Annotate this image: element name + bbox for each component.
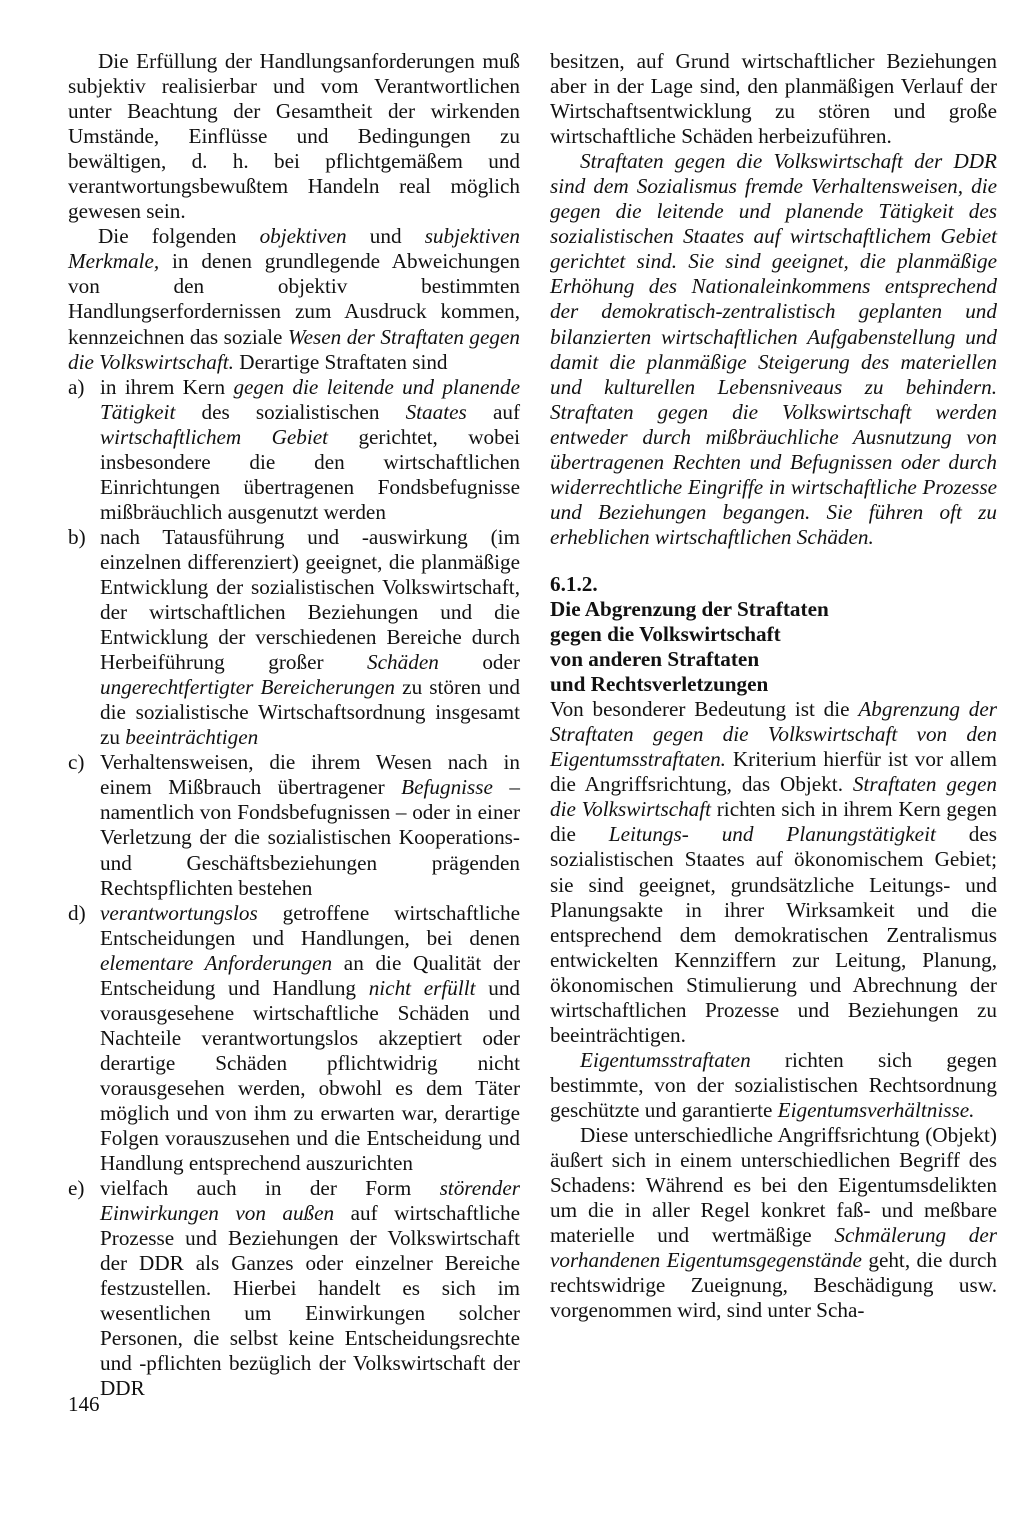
text-run: in ihrem Kern xyxy=(100,374,234,399)
text-run: zu stören und die sozialistische Wirtschaftsordnung insgesamt zu xyxy=(100,675,520,750)
text-run: und vorausgesehene wirtschaftliche Schäden und Nachteile verantwortungslos akzeptiert oder derartige Schäden pflichtwidrig nicht vorausgesehen werden, obwohl es dem Täter möglich und von ihm zu erwarten war, derartige Folgen vorauszusehen und die Entscheidung und Handlung entsprechend auszurichten xyxy=(100,975,521,1176)
italic-run: wirtschaftlichem Gebiet xyxy=(100,424,329,449)
text-run: des sozialistischen xyxy=(175,399,406,424)
text-run: oder xyxy=(438,650,520,675)
list-item-c xyxy=(68,750,520,900)
paragraph-4 xyxy=(550,1048,997,1123)
paragraph-1: Die Erfüllung der Handlungsanforderungen muß subjektiv realisierbar und vom Verantwortlichen unter Beachtung der Gesamtheit der wirkenden Umstände, Einflüsse und Bedingungen zu bewältigen, d. h. bei pflichtgemäßem und verantwortungsbewußtem Handeln real möglich gewesen sein. xyxy=(68,49,520,224)
text-run: an die Qualität der Entscheidung und Handlung xyxy=(100,950,520,1000)
text-run: auf xyxy=(466,399,520,424)
text-run: Die folgenden xyxy=(98,224,260,249)
italic-run: Schmälerung der vorhandenen Eigentumsgegenstände xyxy=(550,1223,998,1273)
italic-run: Eigentumsstraftaten xyxy=(580,1047,751,1072)
text-run: richten sich in ihrem Kern gegen die xyxy=(550,797,997,847)
list-label: b) xyxy=(68,524,86,549)
text-run: gerichtet, wobei insbesondere die den wirtschaftlichen Einrichtungen übertragenen Fondsbefugnisse mißbräuchlich ausgenutzt werden xyxy=(100,424,520,524)
section-title-line: von anderen Straftaten xyxy=(550,647,760,672)
text-run: in denen grundlegende Abweichungen von den objektiv bestimmten Handlungserfordernissen zum Ausdruck kommen, kennzeichnen das soziale xyxy=(68,249,520,349)
text-run: Diese unterschiedliche Angriffsrichtung (Objekt) äußert sich in einem unterschiedlichen Begriff des Schadens: Während es bei den Eigentumsdelikten um die in aller Regel konkret faß- und meßbare materielle und wertmäßige xyxy=(550,1122,997,1248)
italic-run: beeinträchtigen xyxy=(125,725,259,750)
list-body xyxy=(100,1176,520,1401)
italic-run: störender Einwirkungen von außen xyxy=(100,1176,520,1226)
list-item-d xyxy=(68,901,520,1177)
list-label: c) xyxy=(68,750,85,775)
paragraph-3 xyxy=(550,697,997,1048)
italic-run: verantwortungslos xyxy=(100,900,258,925)
page-number: 146 xyxy=(68,1392,100,1416)
italic-run: Staates xyxy=(405,399,467,424)
text-run: – namentlich von Fondsbefugnissen – oder in einer Verletzung der die sozialistischen Kooperations- und Geschäftsbeziehungen prägenden Rechtspflichten bestehen xyxy=(100,775,521,900)
text-run: richten sich gegen bestimmte, von der sozialistischen Rechtsordnung geschützte und garantierte xyxy=(550,1047,997,1122)
italic-run: Straftaten gegen die Volkswirtschaft der DDR sind dem Sozialismus fremde Verhaltensweisen, die gegen die leitende und planende Tätigkeit des sozialistischen Staates auf wirtschaftlichem Gebiet gerichtet sind. Sie sind geeignet, die planmäßige Erhöhung des Nationaleinkommens entsprechend der demokratisch-zentralistisch geplanten und bilanzierten wirtschaftlichen Aufgabenstellung und damit die planmäßige Steigerung des materiellen und kulturellen Lebensniveaus zu behindern. Straftaten gegen die Volkswirtschaft werden entweder durch mißbräuchliche Ausnutzung von übertragenen Rechten und Befugnissen oder durch widerrechtliche Eingriffe in wirtschaftliche Prozesse und Beziehungen begangen. Sie führen oft zu erheblichen wirtschaftlichen Schäden. xyxy=(550,149,997,549)
list-label: d) xyxy=(68,900,86,925)
text-run: nach Tatausführung und -auswirkung (im einzelnen differenziert) geeignet, die planmäßige Entwicklung der sozialistischen Volkswirtschaft, der wirtschaftlichen Beziehungen und die Entwicklung der verschiedenen Bereiche durch Herbeiführung großer xyxy=(100,524,520,675)
text-run: Kriterium hierfür ist vor allem die Angriffsrichtung, das Objekt. xyxy=(550,747,997,797)
text-run: Derartige Straftaten sind xyxy=(233,349,448,374)
italic-run: elementare Anforderungen xyxy=(100,950,333,975)
section-title-line: und Rechtsverletzungen xyxy=(550,672,769,697)
italic-run: Straftaten gegen die Volkswirtschaft xyxy=(550,772,997,822)
italic-run: Schäden xyxy=(367,650,439,675)
list-body xyxy=(100,750,520,900)
italic-run: objektiven xyxy=(259,224,347,249)
italic-run: ungerechtfertigter Bereicherungen xyxy=(100,675,396,700)
left-column xyxy=(68,49,520,1402)
text-run: des sozialistischen Staates auf ökonomischem Gebiet; sie sind geeignet, grundsätzliche Leitungs- und Planungsakte in ihrer Wirksamkeit und die entsprechend dem demokratischen Zentralismus entwickelten Kennziffern zur Leitung, Planung, ökonomischen Stimulierung und Abrechnung der wirtschaftlichen Prozesse und Beziehungen zu beeinträchtigen. xyxy=(550,822,997,1047)
text-run: auf wirtschaftliche Prozesse und Beziehungen der Volkswirtschaft der DDR als Ganzes oder einzelner Bereiche festzustellen. Hierbei handelt es sich im wesentlichen um Einwirkungen solcher Personen, die selbst keine Entscheidungsrechte und -pflichten bezüglich der Volkswirtschaft der DDR xyxy=(100,1201,520,1401)
list-item-a xyxy=(68,375,520,525)
right-column xyxy=(550,49,997,1323)
paragraph-italic-summary xyxy=(550,149,997,550)
list-item-e xyxy=(68,1176,520,1401)
paragraph-2 xyxy=(68,224,520,374)
paragraph-continued: besitzen, auf Grund wirtschaftlicher Beziehungen aber in der Lage sind, den planmäßigen Verlauf der Wirtschaftsentwicklung zu stören und große wirtschaftliche Schäden herbeizuführen. xyxy=(550,49,997,149)
text-run: Verhaltensweisen, die ihrem Wesen nach in einem Mißbrauch übertragener xyxy=(100,750,520,800)
list-body xyxy=(100,901,520,1177)
italic-run: Befugnisse xyxy=(401,775,493,800)
italic-run: Eigentumsverhältnisse. xyxy=(777,1097,975,1122)
list-body xyxy=(100,525,520,750)
italic-run: Leitungs- und Planungstätigkeit xyxy=(608,822,936,847)
italic-run: nicht erfüllt xyxy=(368,975,476,1000)
section-heading xyxy=(550,572,997,697)
text-run: vielfach auch in der Form xyxy=(100,1176,440,1201)
paragraph-5 xyxy=(550,1123,997,1323)
section-title-line: Die Abgrenzung der Straftaten xyxy=(550,596,829,621)
section-title-line: gegen die Volkswirtschaft xyxy=(550,622,781,647)
italic-run: Abgrenzung der Straftaten gegen die Volkswirtschaft von den Eigentumsstraftaten. xyxy=(550,697,997,772)
italic-run: gegen die leitende und planende Tätigkeit xyxy=(100,374,520,424)
list-item-b xyxy=(68,525,520,750)
text-run: geht, die durch rechtswidrige Zueignung, Beschädigung usw. vorgenommen wird, sind unter Scha- xyxy=(550,1248,997,1323)
list-body xyxy=(100,375,520,525)
list-label: e) xyxy=(68,1176,85,1201)
italic-run: subjektiven Merkmale, xyxy=(68,224,520,274)
section-number: 6.1.2. xyxy=(550,571,598,596)
text-run: Von besonderer Bedeutung ist die xyxy=(550,697,859,722)
text-run: und xyxy=(346,224,425,249)
text-run: getroffene wirtschaftliche Entscheidungen und Handlungen, bei denen xyxy=(100,900,520,950)
list-label: a) xyxy=(68,374,85,399)
italic-run: Wesen der Straftaten gegen die Volkswirtschaft. xyxy=(68,324,520,374)
